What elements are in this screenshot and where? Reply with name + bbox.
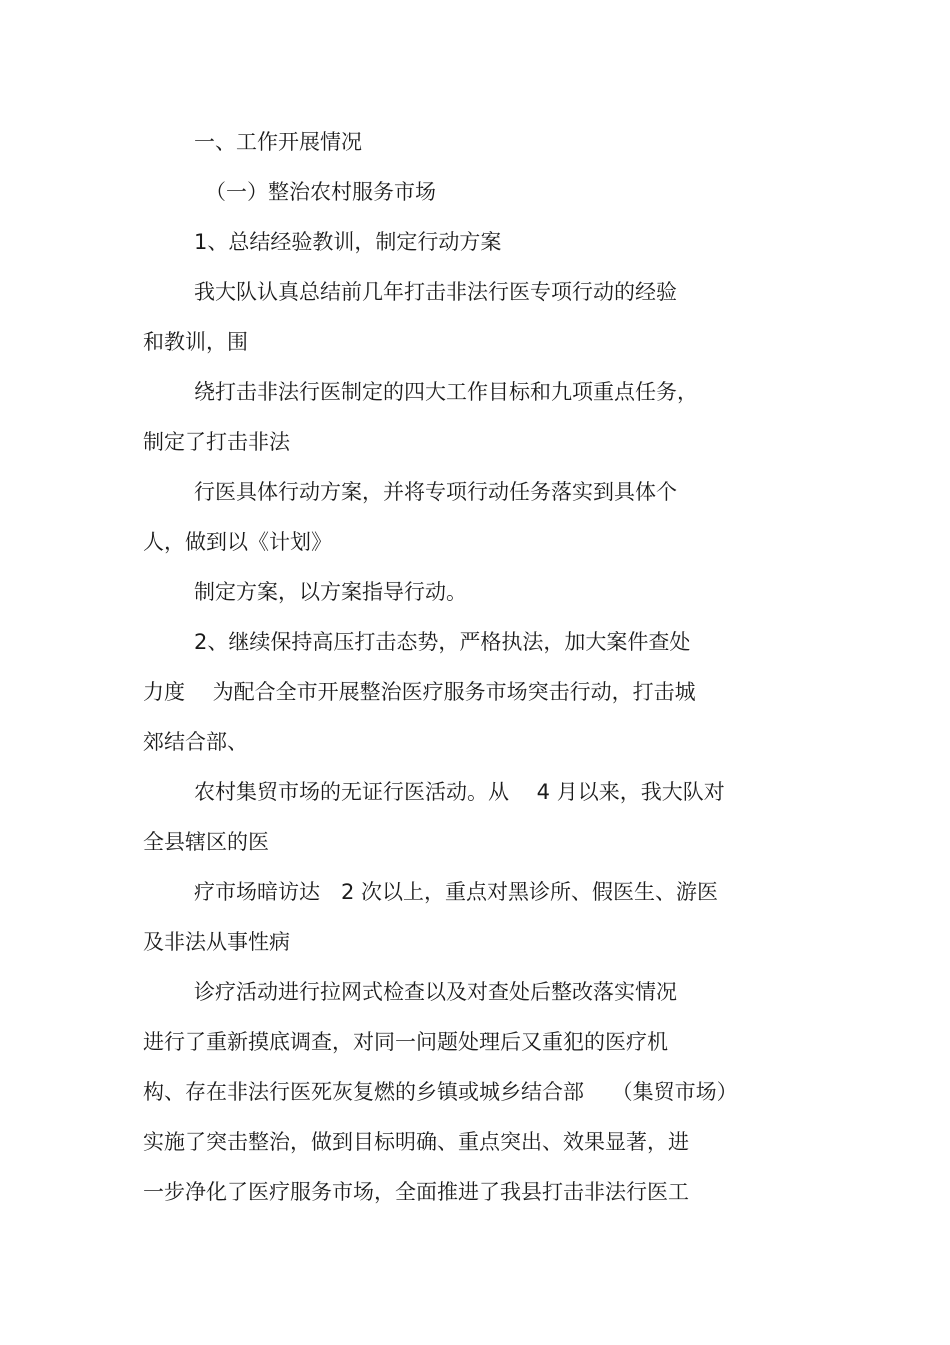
paragraph-line: 农村集贸市场的无证行医活动。从 4 月以来，我大队对 xyxy=(194,780,725,804)
paragraph-line: 实施了突击整治，做到目标明确、重点突出、效果显著，进 xyxy=(143,1130,689,1154)
paragraph-line: 和教训，围 xyxy=(143,330,248,354)
paragraph-line: 我大队认真总结前几年打击非法行医专项行动的经验 xyxy=(194,280,677,304)
paragraph-line: 全县辖区的医 xyxy=(143,830,269,854)
paragraph-line: 诊疗活动进行拉网式检查以及对查处后整改落实情况 xyxy=(194,980,677,1004)
paragraph-line: 行医具体行动方案，并将专项行动任务落实到具体个 xyxy=(194,480,677,504)
paragraph-line: 进行了重新摸底调查，对同一问题处理后又重犯的医疗机 xyxy=(143,1030,668,1054)
paragraph-line: 制定方案，以方案指导行动。 xyxy=(194,580,467,604)
paragraph-line: 绕打击非法行医制定的四大工作目标和九项重点任务， xyxy=(194,380,698,404)
paragraph-line: 制定了打击非法 xyxy=(143,430,290,454)
paragraph-line: 郊结合部、 xyxy=(143,730,248,754)
paragraph-line: 疗市场暗访达 2 次以上，重点对黑诊所、假医生、游医 xyxy=(194,880,719,904)
paragraph-line: 一步净化了医疗服务市场，全面推进了我县打击非法行医工 xyxy=(143,1180,689,1204)
paragraph-line: 人，做到以《计划》 xyxy=(143,530,332,554)
paragraph-line: 及非法从事性病 xyxy=(143,930,290,954)
section-heading: 一、工作开展情况 xyxy=(194,130,362,154)
subsection-heading: （一）整治农村服务市场 xyxy=(205,180,436,204)
paragraph-line: 构、存在非法行医死灰复燃的乡镇或城乡结合部 （集贸市场） xyxy=(143,1080,738,1104)
item-heading-1: 1、总结经验教训，制定行动方案 xyxy=(194,230,502,254)
paragraph-line: 力度 为配合全市开展整治医疗服务市场突击行动，打击城 xyxy=(143,680,696,704)
item-heading-2: 2、继续保持高压打击态势，严格执法，加大案件查处 xyxy=(194,630,691,654)
